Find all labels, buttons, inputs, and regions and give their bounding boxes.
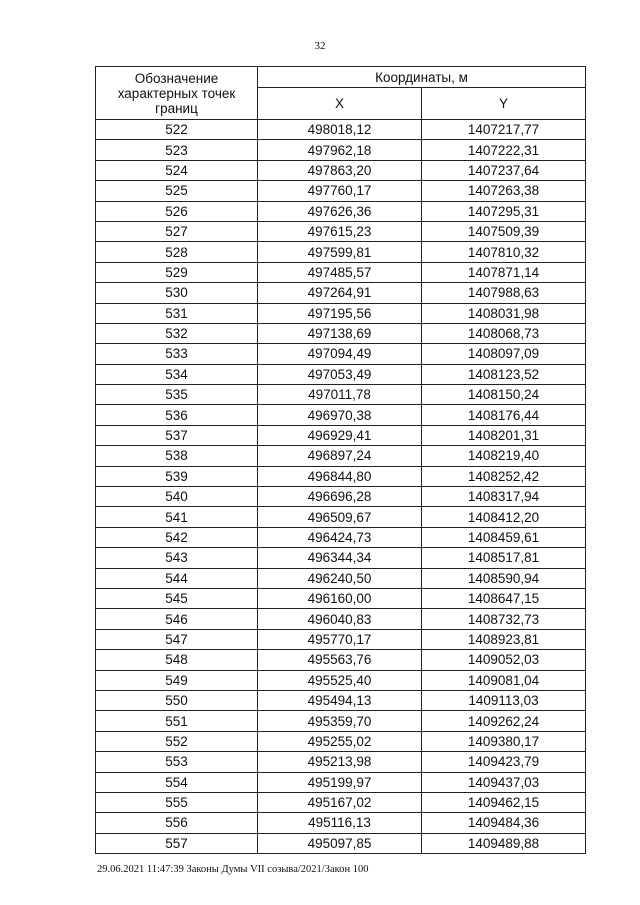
point-id-cell: 542 bbox=[96, 527, 258, 547]
y-coordinate-cell: 1407217,77 bbox=[422, 120, 586, 140]
x-coordinate-cell: 495097,85 bbox=[258, 833, 422, 853]
table-row bbox=[96, 425, 586, 445]
x-coordinate-cell: 496897,24 bbox=[258, 446, 422, 466]
point-id-cell: 533 bbox=[96, 344, 258, 364]
point-id-cell: 536 bbox=[96, 405, 258, 425]
point-id-cell: 538 bbox=[96, 446, 258, 466]
point-id-cell: 529 bbox=[96, 262, 258, 282]
table-row bbox=[96, 344, 586, 364]
y-coordinate-cell: 1408123,52 bbox=[422, 364, 586, 384]
point-id-cell: 548 bbox=[96, 650, 258, 670]
point-id-cell: 547 bbox=[96, 629, 258, 649]
y-coordinate-cell: 1408097,09 bbox=[422, 344, 586, 364]
y-coordinate-cell: 1409437,03 bbox=[422, 772, 586, 792]
y-coordinate-cell: 1408459,61 bbox=[422, 527, 586, 547]
point-id-cell: 528 bbox=[96, 242, 258, 262]
table-row bbox=[96, 527, 586, 547]
y-coordinate-cell: 1409081,04 bbox=[422, 670, 586, 690]
table-row bbox=[96, 588, 586, 608]
table-row bbox=[96, 792, 586, 812]
point-id-cell: 556 bbox=[96, 813, 258, 833]
header-designation: Обозначение характерных точек границ bbox=[96, 67, 258, 120]
coordinates-table bbox=[95, 66, 586, 854]
point-id-cell: 541 bbox=[96, 507, 258, 527]
x-coordinate-cell: 496160,00 bbox=[258, 588, 422, 608]
y-coordinate-cell: 1409462,15 bbox=[422, 792, 586, 812]
table-row bbox=[96, 160, 586, 180]
point-id-cell: 544 bbox=[96, 568, 258, 588]
table-row bbox=[96, 323, 586, 343]
x-coordinate-cell: 495199,97 bbox=[258, 772, 422, 792]
y-coordinate-cell: 1408176,44 bbox=[422, 405, 586, 425]
y-coordinate-cell: 1407222,31 bbox=[422, 140, 586, 160]
y-coordinate-cell: 1407509,39 bbox=[422, 221, 586, 241]
table-row bbox=[96, 752, 586, 772]
y-coordinate-cell: 1407295,31 bbox=[422, 201, 586, 221]
y-coordinate-cell: 1408150,24 bbox=[422, 385, 586, 405]
x-coordinate-cell: 495213,98 bbox=[258, 752, 422, 772]
table-row bbox=[96, 629, 586, 649]
point-id-cell: 553 bbox=[96, 752, 258, 772]
table-row bbox=[96, 405, 586, 425]
x-coordinate-cell: 495525,40 bbox=[258, 670, 422, 690]
point-id-cell: 543 bbox=[96, 548, 258, 568]
y-coordinate-cell: 1408031,98 bbox=[422, 303, 586, 323]
y-coordinate-cell: 1408068,73 bbox=[422, 323, 586, 343]
footer-stamp: 29.06.2021 11:47:39 Законы Думы VII созыва/2021/Закон 100 bbox=[97, 864, 369, 875]
point-id-cell: 526 bbox=[96, 201, 258, 221]
y-coordinate-cell: 1408590,94 bbox=[422, 568, 586, 588]
x-coordinate-cell: 497094,49 bbox=[258, 344, 422, 364]
y-coordinate-cell: 1408201,31 bbox=[422, 425, 586, 445]
point-id-cell: 549 bbox=[96, 670, 258, 690]
table-row bbox=[96, 283, 586, 303]
point-id-cell: 551 bbox=[96, 711, 258, 731]
point-id-cell: 539 bbox=[96, 466, 258, 486]
table-row bbox=[96, 181, 586, 201]
y-coordinate-cell: 1409423,79 bbox=[422, 752, 586, 772]
point-id-cell: 535 bbox=[96, 385, 258, 405]
y-coordinate-cell: 1408923,81 bbox=[422, 629, 586, 649]
point-id-cell: 540 bbox=[96, 487, 258, 507]
y-coordinate-cell: 1409489,88 bbox=[422, 833, 586, 853]
table-row bbox=[96, 140, 586, 160]
point-id-cell: 552 bbox=[96, 731, 258, 751]
x-coordinate-cell: 495494,13 bbox=[258, 690, 422, 710]
table-row bbox=[96, 303, 586, 323]
x-coordinate-cell: 497760,17 bbox=[258, 181, 422, 201]
table-row bbox=[96, 813, 586, 833]
point-id-cell: 555 bbox=[96, 792, 258, 812]
x-coordinate-cell: 495116,13 bbox=[258, 813, 422, 833]
y-coordinate-cell: 1407810,32 bbox=[422, 242, 586, 262]
point-id-cell: 534 bbox=[96, 364, 258, 384]
table-row bbox=[96, 385, 586, 405]
x-coordinate-cell: 497138,69 bbox=[258, 323, 422, 343]
table-row bbox=[96, 221, 586, 241]
x-coordinate-cell: 495255,02 bbox=[258, 731, 422, 751]
y-coordinate-cell: 1407988,63 bbox=[422, 283, 586, 303]
table-row bbox=[96, 242, 586, 262]
y-coordinate-cell: 1407871,14 bbox=[422, 262, 586, 282]
point-id-cell: 532 bbox=[96, 323, 258, 343]
table-row bbox=[96, 548, 586, 568]
table-row bbox=[96, 446, 586, 466]
y-coordinate-cell: 1407263,38 bbox=[422, 181, 586, 201]
table-body bbox=[96, 120, 586, 854]
header-row-top bbox=[96, 67, 586, 88]
x-coordinate-cell: 497863,20 bbox=[258, 160, 422, 180]
y-coordinate-cell: 1408412,20 bbox=[422, 507, 586, 527]
y-coordinate-cell: 1408252,42 bbox=[422, 466, 586, 486]
point-id-cell: 537 bbox=[96, 425, 258, 445]
table-row bbox=[96, 690, 586, 710]
x-coordinate-cell: 495770,17 bbox=[258, 629, 422, 649]
y-coordinate-cell: 1408732,73 bbox=[422, 609, 586, 629]
x-coordinate-cell: 497962,18 bbox=[258, 140, 422, 160]
x-coordinate-cell: 495359,70 bbox=[258, 711, 422, 731]
point-id-cell: 524 bbox=[96, 160, 258, 180]
table-row bbox=[96, 120, 586, 140]
table-row bbox=[96, 650, 586, 670]
page-number: 32 bbox=[314, 40, 326, 52]
table-row bbox=[96, 262, 586, 282]
y-coordinate-cell: 1409262,24 bbox=[422, 711, 586, 731]
x-coordinate-cell: 498018,12 bbox=[258, 120, 422, 140]
x-coordinate-cell: 496424,73 bbox=[258, 527, 422, 547]
point-id-cell: 531 bbox=[96, 303, 258, 323]
x-coordinate-cell: 497485,57 bbox=[258, 262, 422, 282]
table-row bbox=[96, 731, 586, 751]
x-coordinate-cell: 496844,80 bbox=[258, 466, 422, 486]
point-id-cell: 550 bbox=[96, 690, 258, 710]
table-row bbox=[96, 711, 586, 731]
x-coordinate-cell: 497626,36 bbox=[258, 201, 422, 221]
y-coordinate-cell: 1408517,81 bbox=[422, 548, 586, 568]
y-coordinate-cell: 1409052,03 bbox=[422, 650, 586, 670]
point-id-cell: 546 bbox=[96, 609, 258, 629]
table-row bbox=[96, 670, 586, 690]
x-coordinate-cell: 497053,49 bbox=[258, 364, 422, 384]
x-coordinate-cell: 496929,41 bbox=[258, 425, 422, 445]
header-y: Y bbox=[422, 88, 586, 120]
header-coordinates: Координаты, м bbox=[258, 67, 586, 88]
table-row bbox=[96, 833, 586, 853]
y-coordinate-cell: 1408317,94 bbox=[422, 487, 586, 507]
table-row bbox=[96, 568, 586, 588]
header-x: X bbox=[258, 88, 422, 120]
table-row bbox=[96, 364, 586, 384]
point-id-cell: 530 bbox=[96, 283, 258, 303]
x-coordinate-cell: 497599,81 bbox=[258, 242, 422, 262]
y-coordinate-cell: 1408647,15 bbox=[422, 588, 586, 608]
table-row bbox=[96, 201, 586, 221]
x-coordinate-cell: 497011,78 bbox=[258, 385, 422, 405]
x-coordinate-cell: 495563,76 bbox=[258, 650, 422, 670]
point-id-cell: 523 bbox=[96, 140, 258, 160]
point-id-cell: 525 bbox=[96, 181, 258, 201]
y-coordinate-cell: 1409380,17 bbox=[422, 731, 586, 751]
x-coordinate-cell: 496240,50 bbox=[258, 568, 422, 588]
point-id-cell: 554 bbox=[96, 772, 258, 792]
y-coordinate-cell: 1409113,03 bbox=[422, 690, 586, 710]
point-id-cell: 545 bbox=[96, 588, 258, 608]
x-coordinate-cell: 496509,67 bbox=[258, 507, 422, 527]
x-coordinate-cell: 496344,34 bbox=[258, 548, 422, 568]
table-header bbox=[96, 67, 586, 120]
table-row bbox=[96, 609, 586, 629]
y-coordinate-cell: 1408219,40 bbox=[422, 446, 586, 466]
x-coordinate-cell: 495167,02 bbox=[258, 792, 422, 812]
x-coordinate-cell: 496970,38 bbox=[258, 405, 422, 425]
x-coordinate-cell: 497195,56 bbox=[258, 303, 422, 323]
x-coordinate-cell: 497264,91 bbox=[258, 283, 422, 303]
table-row bbox=[96, 772, 586, 792]
point-id-cell: 522 bbox=[96, 120, 258, 140]
table-row bbox=[96, 507, 586, 527]
y-coordinate-cell: 1409484,36 bbox=[422, 813, 586, 833]
x-coordinate-cell: 497615,23 bbox=[258, 221, 422, 241]
point-id-cell: 557 bbox=[96, 833, 258, 853]
y-coordinate-cell: 1407237,64 bbox=[422, 160, 586, 180]
table-row bbox=[96, 487, 586, 507]
table-row bbox=[96, 466, 586, 486]
x-coordinate-cell: 496040,83 bbox=[258, 609, 422, 629]
point-id-cell: 527 bbox=[96, 221, 258, 241]
x-coordinate-cell: 496696,28 bbox=[258, 487, 422, 507]
